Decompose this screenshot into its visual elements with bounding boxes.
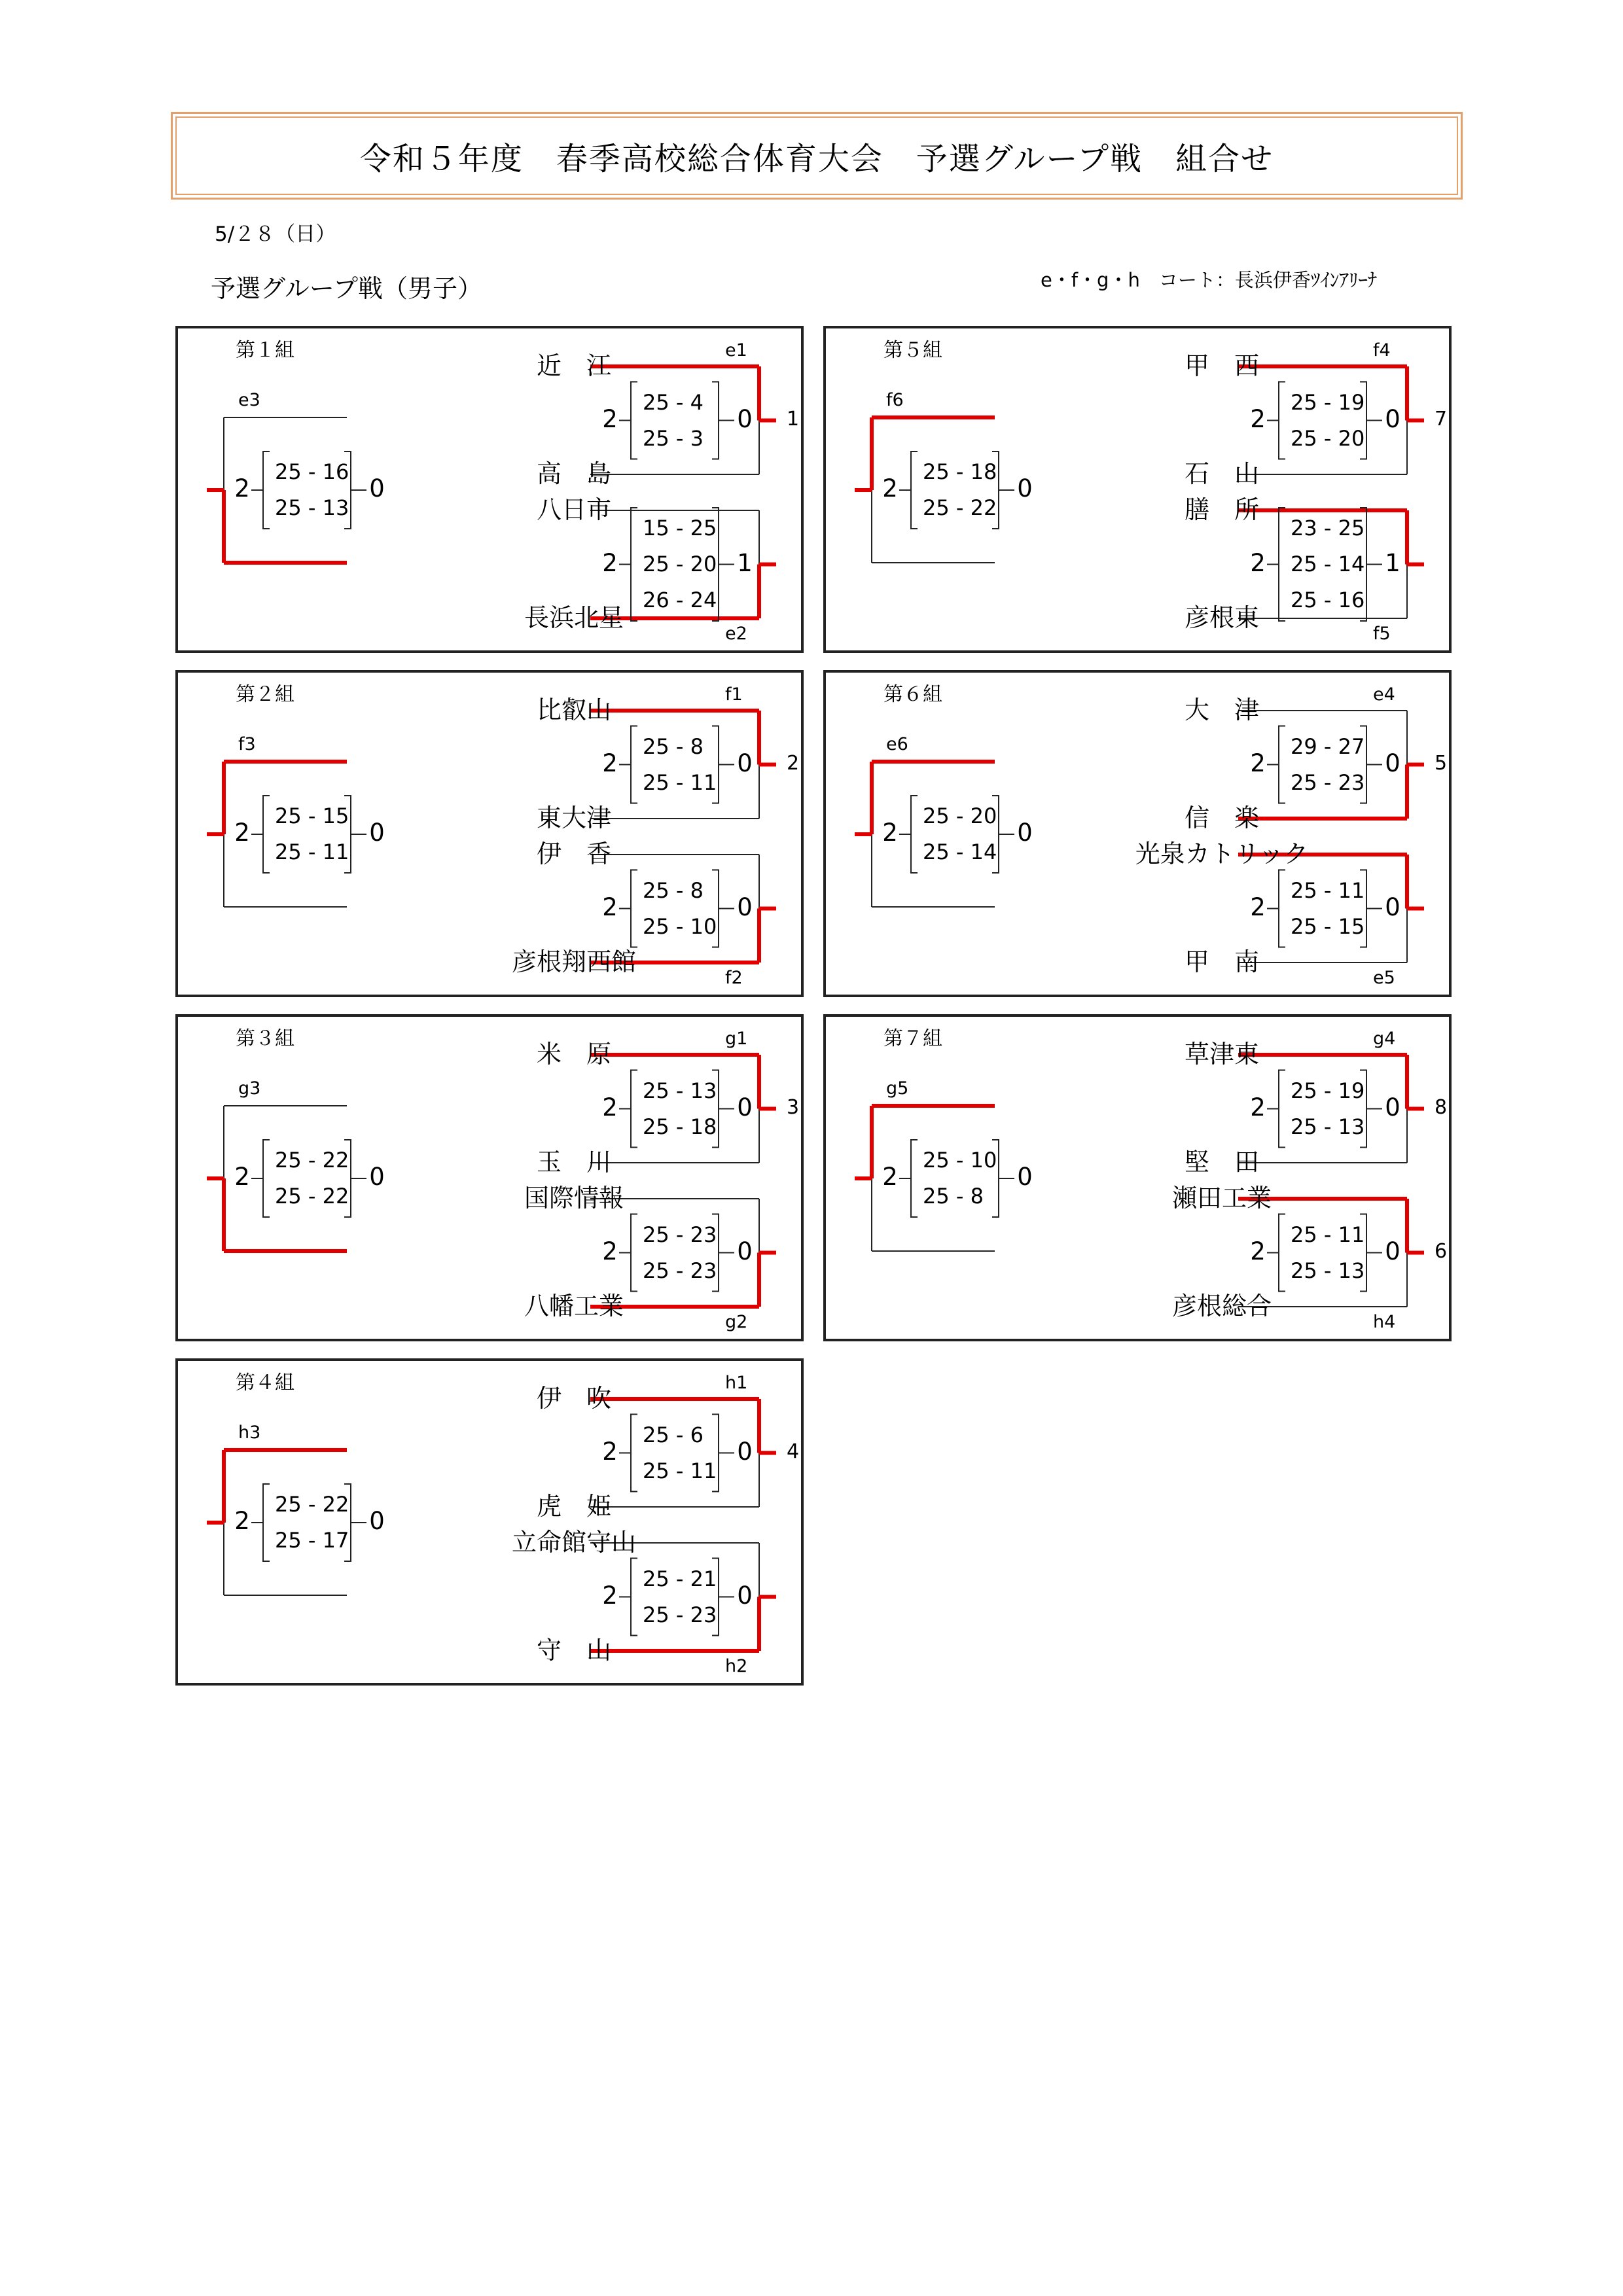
team-name: 国際情報 — [524, 1184, 624, 1212]
set-score: 25 - 23 — [643, 1602, 717, 1627]
rank-number: 7 — [1435, 407, 1448, 431]
group-name: 第１組 — [236, 339, 294, 362]
set-score: 25 - 14 — [923, 839, 997, 864]
set-score: 25 - 15 — [1291, 913, 1365, 939]
team-name: 甲 西 — [1184, 351, 1259, 380]
sets-won-right: 0 — [1385, 404, 1400, 433]
sets-won-right: 0 — [737, 892, 753, 921]
sets-won-left: 2 — [1250, 1237, 1266, 1265]
rank-number: 5 — [1435, 751, 1448, 775]
group-panel — [175, 1014, 804, 1341]
sets-won-left: 2 — [602, 1437, 618, 1466]
group-panel — [175, 326, 804, 653]
match-label: e3 — [238, 390, 260, 410]
set-score: 25 - 22 — [275, 1492, 349, 1517]
rank-number: 1 — [787, 407, 800, 431]
set-score: 25 - 22 — [923, 495, 997, 520]
set-score: 25 - 20 — [923, 804, 997, 828]
sets-won-right: 0 — [1385, 1237, 1400, 1265]
set-score: 25 - 15 — [275, 804, 349, 828]
set-score: 25 - 8 — [923, 1184, 984, 1209]
sets-won-left: 2 — [602, 1093, 618, 1122]
team-name: 伊 吹 — [536, 1384, 611, 1413]
set-score: 25 - 19 — [1291, 1078, 1365, 1103]
page-title: 令和５年度 春季高校総合体育大会 予選グループ戦 組合せ — [359, 140, 1274, 177]
set-score: 25 - 21 — [643, 1566, 717, 1591]
set-score: 25 - 11 — [1291, 1222, 1365, 1247]
team-name: 玉 川 — [536, 1148, 611, 1176]
sets-won-right: 0 — [1385, 892, 1400, 921]
sets-won-left: 2 — [602, 548, 618, 577]
set-score: 25 - 4 — [643, 389, 704, 415]
match-label: f6 — [886, 390, 904, 410]
match-label: e2 — [725, 624, 747, 644]
team-name: 彦根総合 — [1171, 1292, 1272, 1320]
set-score: 25 - 11 — [643, 769, 717, 795]
set-score: 25 - 17 — [275, 1528, 349, 1553]
match-label: g4 — [1373, 1029, 1396, 1049]
sets-won-left: 2 — [1250, 749, 1266, 777]
sets-won-left: 2 — [1250, 404, 1266, 433]
sets-won-right: 0 — [1385, 1093, 1400, 1122]
match-label: f4 — [1373, 340, 1391, 361]
match-label: e6 — [886, 734, 908, 754]
set-score: 25 - 3 — [643, 425, 704, 451]
group-name: 第６組 — [883, 683, 942, 706]
match-date: 5/２８（日） — [215, 222, 336, 246]
sets-won-left: 2 — [882, 819, 898, 847]
team-name: 彦根東 — [1184, 603, 1259, 632]
sets-won-left: 2 — [234, 1507, 250, 1535]
match-label: e5 — [1373, 968, 1395, 988]
section-title: 予選グループ戦（男子） — [211, 274, 482, 303]
team-name: 堅 田 — [1184, 1148, 1259, 1176]
group-name: 第４組 — [236, 1371, 294, 1394]
match-label: f3 — [238, 734, 256, 754]
group-name: 第７組 — [883, 1027, 942, 1050]
team-name: 彦根翔西館 — [511, 947, 636, 976]
rank-number: 2 — [787, 751, 800, 775]
set-score: 25 - 22 — [275, 1184, 349, 1209]
match-label: f5 — [1373, 624, 1391, 644]
sets-won-right: 1 — [737, 548, 753, 577]
sets-won-right: 0 — [369, 1507, 385, 1535]
team-name: 守 山 — [536, 1636, 611, 1665]
sets-won-right: 0 — [737, 1437, 753, 1466]
sets-won-right: 0 — [1017, 474, 1033, 503]
group-name: 第２組 — [236, 683, 294, 706]
sets-won-left: 2 — [1250, 1093, 1266, 1122]
sets-won-right: 0 — [737, 1581, 753, 1610]
sets-won-right: 0 — [737, 1093, 753, 1122]
sets-won-left: 2 — [882, 474, 898, 503]
sets-won-left: 2 — [234, 1163, 250, 1191]
sets-won-left: 2 — [602, 749, 618, 777]
match-label: h2 — [725, 1656, 748, 1676]
team-name: 光泉カトリック — [1135, 839, 1309, 868]
set-score: 25 - 18 — [643, 1114, 717, 1139]
sets-won-left: 2 — [1250, 892, 1266, 921]
sets-won-right: 0 — [369, 1163, 385, 1191]
sets-won-left: 2 — [882, 1163, 898, 1191]
match-label: h1 — [725, 1373, 748, 1393]
set-score: 25 - 19 — [1291, 389, 1365, 415]
group-panel — [823, 670, 1452, 997]
set-score: 25 - 20 — [1291, 425, 1365, 451]
team-name: 近 江 — [536, 351, 611, 380]
team-name: 八幡工業 — [524, 1292, 624, 1320]
court-note: e・f・g・h コート：長浜伊香ﾂｲﾝｱﾘｰﾅ — [1041, 269, 1378, 291]
group-panel — [823, 326, 1452, 653]
team-name: 膳 所 — [1184, 495, 1259, 524]
team-name: 草津東 — [1184, 1040, 1259, 1069]
set-score: 23 - 25 — [1291, 516, 1365, 540]
sets-won-right: 0 — [369, 819, 385, 847]
sets-won-left: 2 — [234, 474, 250, 503]
set-score: 26 - 24 — [643, 588, 717, 612]
set-score: 25 - 13 — [275, 495, 349, 520]
rank-number: 8 — [1435, 1095, 1448, 1119]
sets-won-right: 0 — [1017, 1163, 1033, 1191]
team-name: 八日市 — [536, 495, 611, 524]
match-label: f2 — [725, 968, 743, 988]
set-score: 25 - 16 — [1291, 588, 1365, 612]
set-score: 25 - 8 — [643, 733, 704, 759]
match-label: e4 — [1373, 684, 1395, 705]
set-score: 25 - 10 — [643, 913, 717, 939]
set-score: 29 - 27 — [1291, 733, 1365, 759]
sets-won-right: 1 — [1385, 548, 1400, 577]
sets-won-right: 0 — [1385, 749, 1400, 777]
team-name: 立命館守山 — [511, 1528, 636, 1557]
rank-number: 3 — [787, 1095, 800, 1119]
set-score: 25 - 18 — [923, 459, 997, 484]
set-score: 25 - 11 — [275, 839, 349, 864]
team-name: 大 津 — [1184, 696, 1259, 724]
match-label: g3 — [238, 1078, 261, 1099]
set-score: 25 - 14 — [1291, 552, 1365, 576]
title-box — [175, 116, 1458, 195]
sets-won-right: 0 — [369, 474, 385, 503]
sets-won-left: 2 — [602, 1237, 618, 1265]
set-score: 15 - 25 — [643, 516, 717, 540]
team-name: 比叡山 — [536, 696, 611, 724]
team-name: 伊 香 — [536, 839, 611, 868]
team-name: 瀬田工業 — [1171, 1184, 1272, 1212]
set-score: 25 - 13 — [643, 1078, 717, 1103]
set-score: 25 - 23 — [643, 1222, 717, 1247]
set-score: 25 - 23 — [1291, 769, 1365, 795]
team-name: 長浜北星 — [524, 603, 624, 632]
sets-won-left: 2 — [1250, 548, 1266, 577]
sets-won-right: 0 — [737, 749, 753, 777]
sets-won-left: 2 — [234, 819, 250, 847]
set-score: 25 - 11 — [1291, 877, 1365, 903]
sets-won-right: 0 — [737, 1237, 753, 1265]
sets-won-left: 2 — [602, 404, 618, 433]
set-score: 25 - 20 — [643, 552, 717, 576]
set-score: 25 - 16 — [275, 459, 349, 484]
group-name: 第３組 — [236, 1027, 294, 1050]
match-label: g5 — [886, 1078, 909, 1099]
set-score: 25 - 13 — [1291, 1258, 1365, 1283]
sets-won-left: 2 — [602, 1581, 618, 1610]
set-score: 25 - 11 — [643, 1458, 717, 1483]
match-label: h4 — [1373, 1312, 1396, 1332]
sets-won-left: 2 — [602, 892, 618, 921]
team-name: 甲 南 — [1184, 947, 1259, 976]
match-label: h3 — [238, 1422, 261, 1443]
sets-won-right: 0 — [1017, 819, 1033, 847]
team-name: 石 山 — [1184, 459, 1259, 488]
team-name: 米 原 — [536, 1040, 611, 1069]
match-label: g2 — [725, 1312, 748, 1332]
match-label: g1 — [725, 1029, 748, 1049]
sets-won-right: 0 — [737, 404, 753, 433]
rank-number: 4 — [787, 1439, 800, 1463]
set-score: 25 - 6 — [643, 1422, 704, 1447]
group-panel — [175, 670, 804, 997]
team-name: 東大津 — [536, 804, 611, 832]
set-score: 25 - 22 — [275, 1148, 349, 1173]
rank-number: 6 — [1435, 1239, 1448, 1263]
team-name: 信 楽 — [1184, 804, 1259, 832]
set-score: 25 - 8 — [643, 877, 704, 903]
group-panel — [175, 1358, 804, 1686]
team-name: 高 島 — [536, 459, 611, 488]
set-score: 25 - 23 — [643, 1258, 717, 1283]
set-score: 25 - 10 — [923, 1148, 997, 1173]
group-name: 第５組 — [883, 339, 942, 362]
team-name: 虎 姫 — [536, 1492, 611, 1521]
match-label: f1 — [725, 684, 743, 705]
set-score: 25 - 13 — [1291, 1114, 1365, 1139]
group-panel — [823, 1014, 1452, 1341]
match-label: e1 — [725, 340, 747, 361]
